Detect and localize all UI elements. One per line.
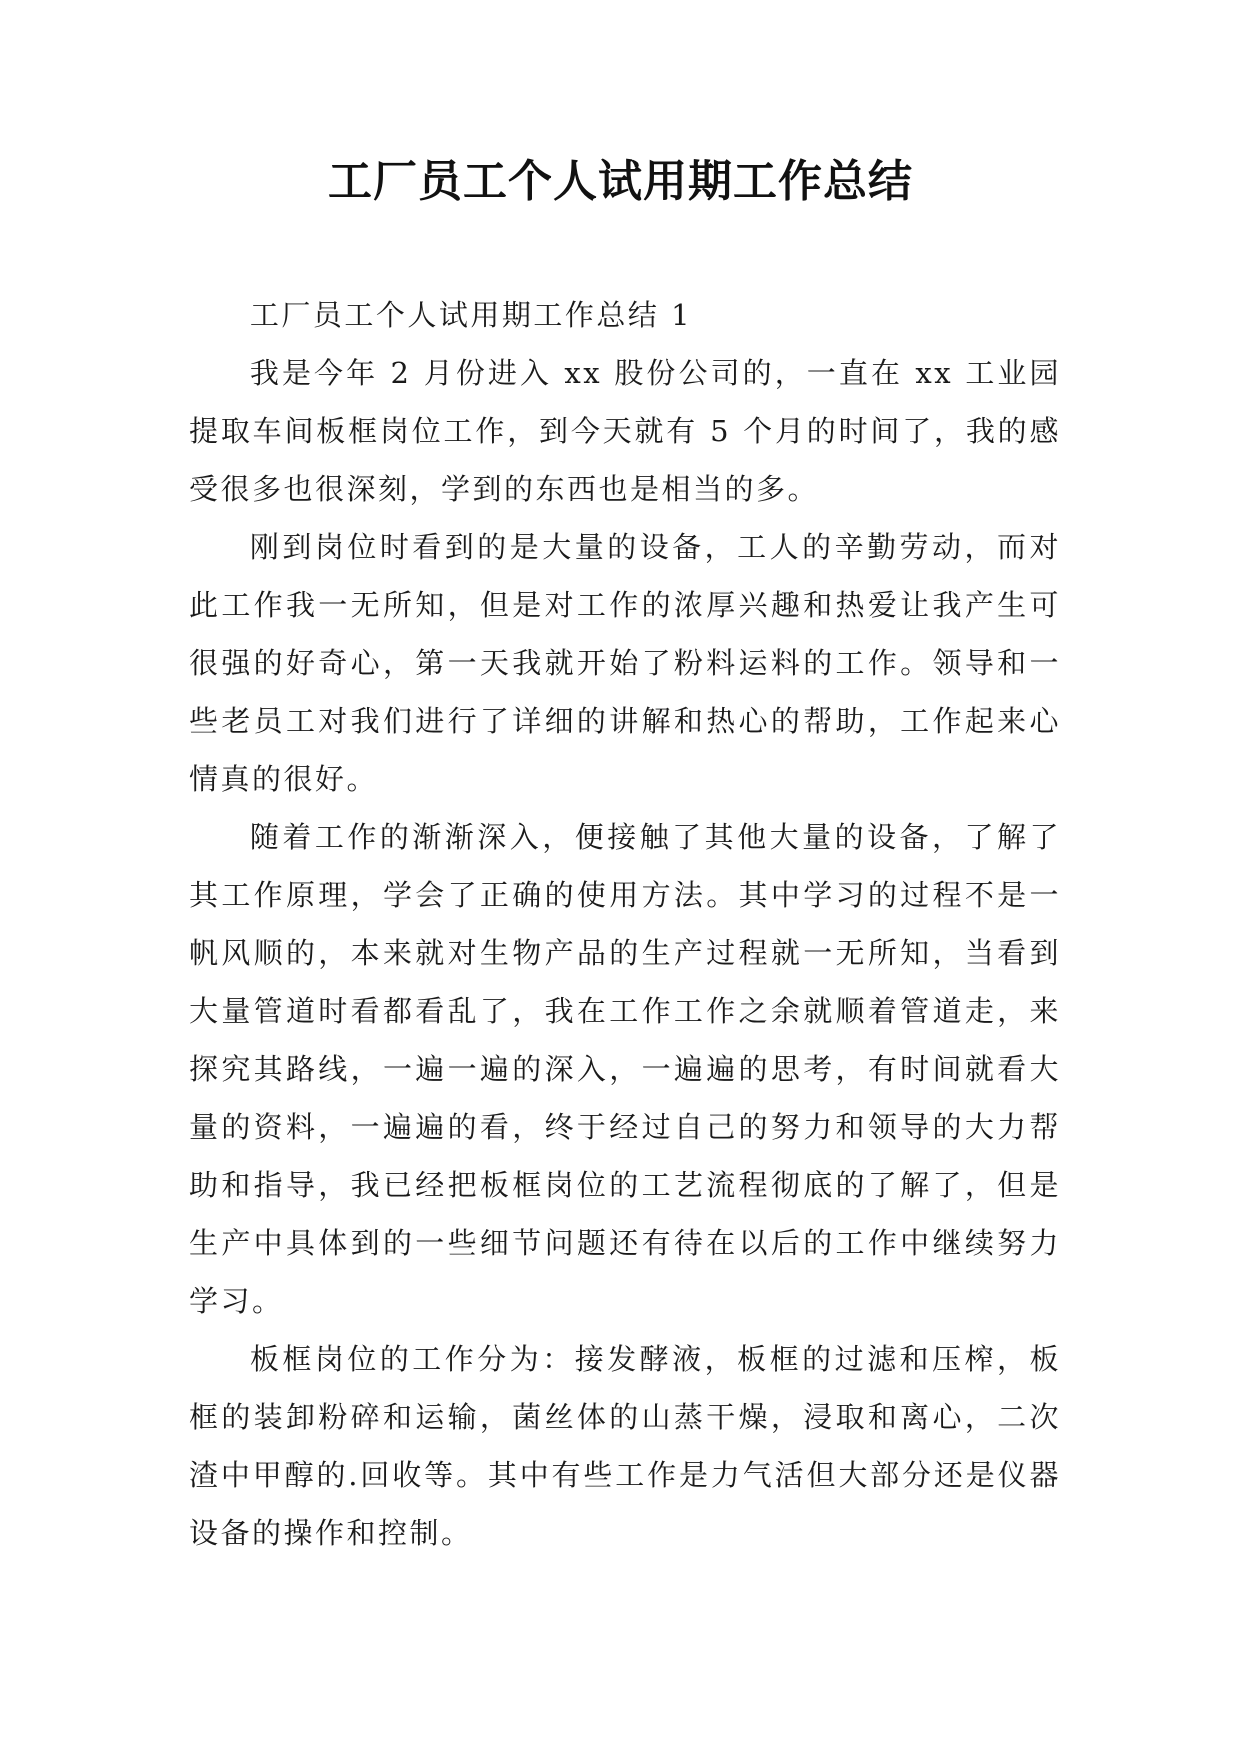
section-heading: 工厂员工个人试用期工作总结 1	[249, 298, 693, 332]
paragraph: 随着工作的渐渐深入，便接触了其他大量的设备，了解了其工作原理，学会了正确的使用方法。其中学习的过程不是一帆风顺的，本来就对生物产品的生产过程就一无所知，当看到大量管道时看都看乱了，我在工作工作之余就顺着管道走，来探究其路线，一遍一遍的深入，一遍遍的思考，有时间就看大量的资料，一遍遍的看，终于经过自己的努力和领导的大力帮助和指导，我已经把板框岗位的工艺流程彻底的了解了，但是生产中具体到的一些细节问题还有待在以后的工作中继续努力学习。	[189, 820, 1061, 1318]
document-body	[189, 286, 1061, 1562]
paragraph: 板框岗位的工作分为：接发酵液，板框的过滤和压榨，板框的装卸粉碎和运输，菌丝体的山蒸干燥，浸取和离心，二次渣中甲醇的.回收等。其中有些工作是力气活但大部分还是仪器设备的操作和控制。	[189, 1342, 1061, 1550]
document-title: 工厂员工个人试用期工作总结	[328, 156, 913, 207]
paragraph: 我是今年 2 月份进入 xx 股份公司的，一直在 xx 工业园提取车间板框岗位工作，到今天就有 5 个月的时间了，我的感受很多也很深刻，学到的东西也是相当的多。	[189, 356, 1061, 506]
paragraph: 刚到岗位时看到的是大量的设备，工人的辛勤劳动，而对此工作我一无所知，但是对工作的浓厚兴趣和热爱让我产生可很强的好奇心，第一天我就开始了粉料运料的工作。领导和一些老员工对我们进行了详细的讲解和热心的帮助，工作起来心情真的很好。	[189, 530, 1061, 796]
